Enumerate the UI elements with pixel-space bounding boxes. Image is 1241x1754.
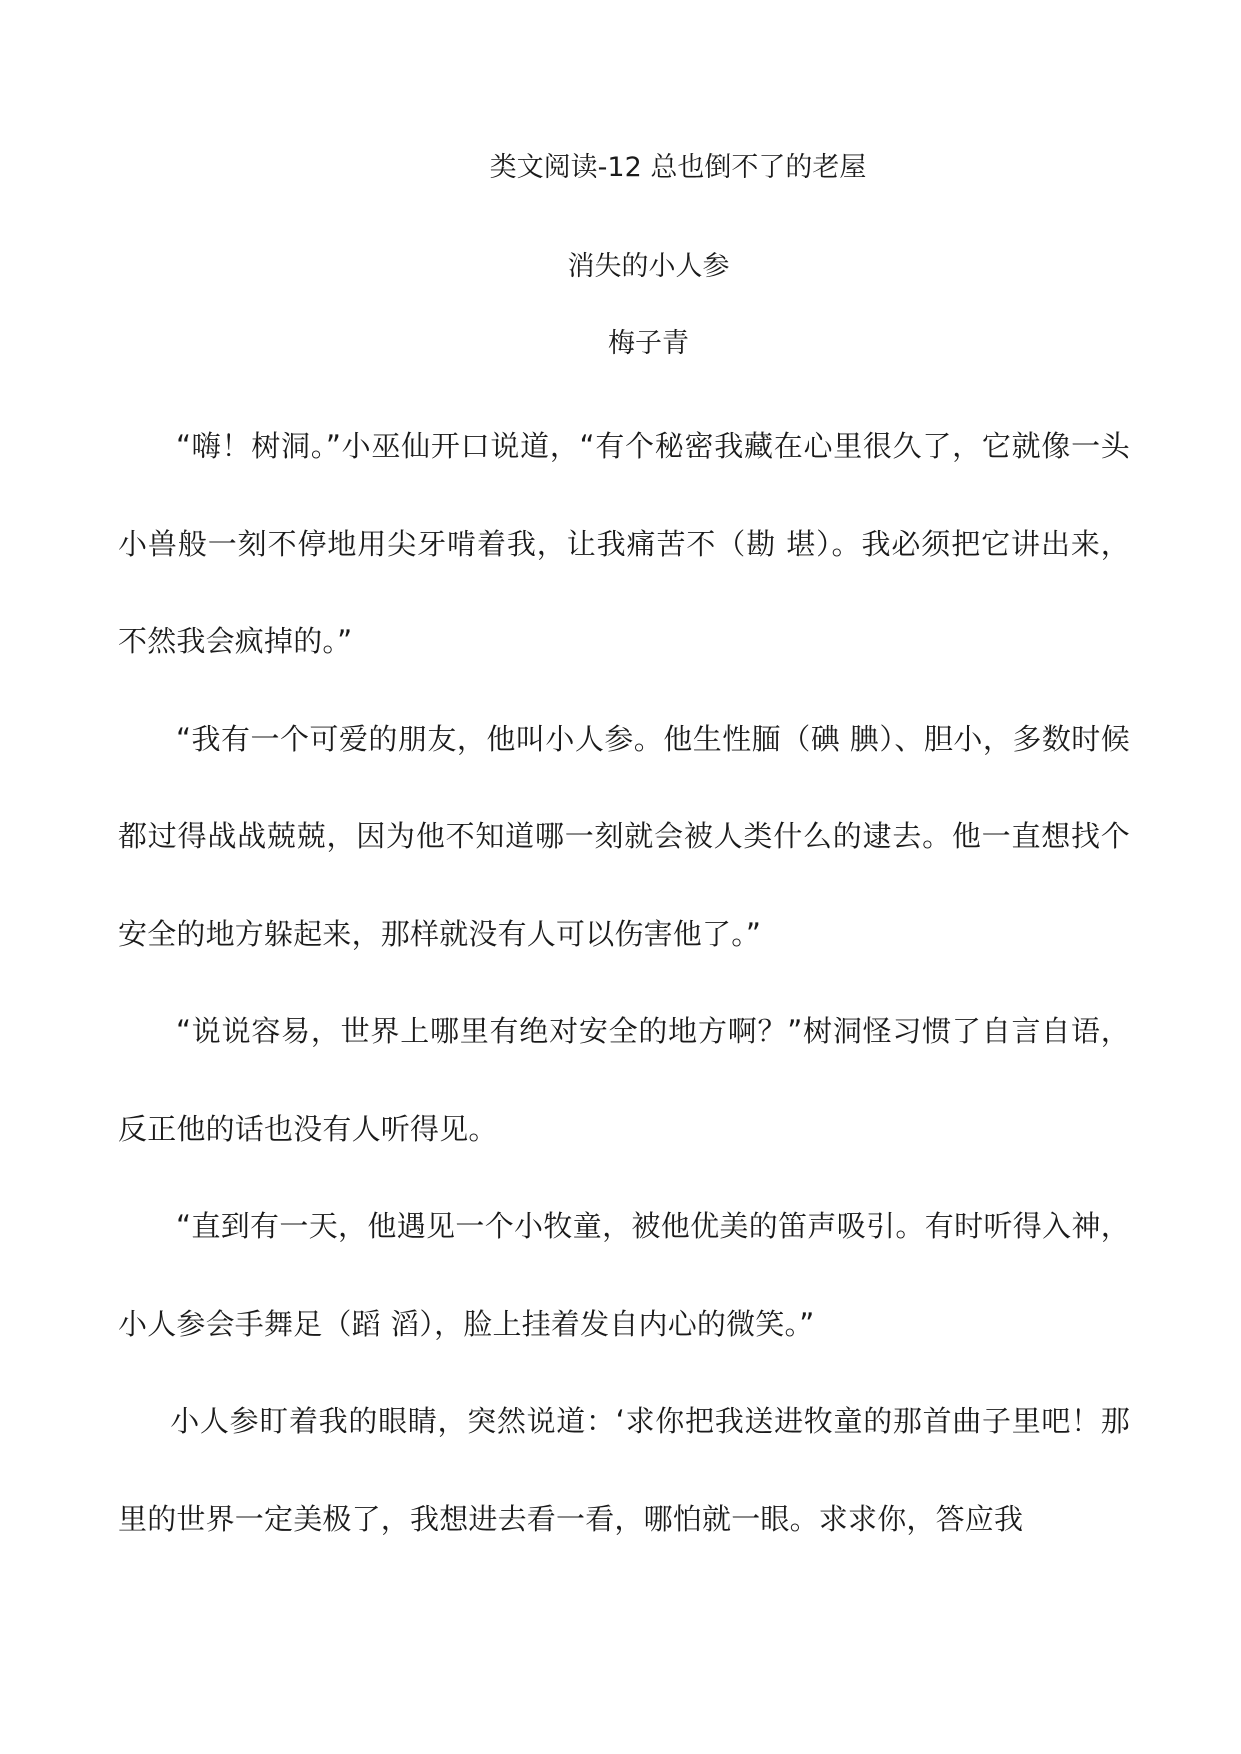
paragraph: 小人参盯着我的眼睛，突然说道：‘求你把我送进牧童的那首曲子里吧！那里的世界一定美极了，我想进去看一看，哪怕就一眼。求求你，答应我 xyxy=(118,1404,1130,1536)
article-body xyxy=(118,398,1130,1568)
paragraph: “嗨！树洞。”小巫仙开口说道，“有个秘密我藏在心里很久了，它就像一头小兽般一刻不停地用尖牙啃着我，让我痛苦不（勘 堪）。我必须把它讲出来，不然我会疯掉的。” xyxy=(118,429,1130,658)
document-title: 类文阅读-12 总也倒不了的老屋 xyxy=(489,152,867,183)
paragraph: “直到有一天，他遇见一个小牧童，被他优美的笛声吸引。有时听得入神，小人参会手舞足（蹈 滔），脸上挂着发自内心的微笑。” xyxy=(118,1209,1130,1341)
paragraph: “说说容易，世界上哪里有绝对安全的地方啊？”树洞怪习惯了自言自语，反正他的话也没有人听得见。 xyxy=(118,1014,1130,1146)
author-name: 梅子青 xyxy=(608,328,689,359)
article-title: 消失的小人参 xyxy=(567,251,730,282)
paragraph: “我有一个可爱的朋友，他叫小人参。他生性腼（碘 腆）、胆小，多数时候都过得战战兢兢，因为他不知道哪一刻就会被人类什么的逮去。他一直想找个安全的地方躲起来，那样就没有人可以伤害他了。” xyxy=(118,721,1130,951)
